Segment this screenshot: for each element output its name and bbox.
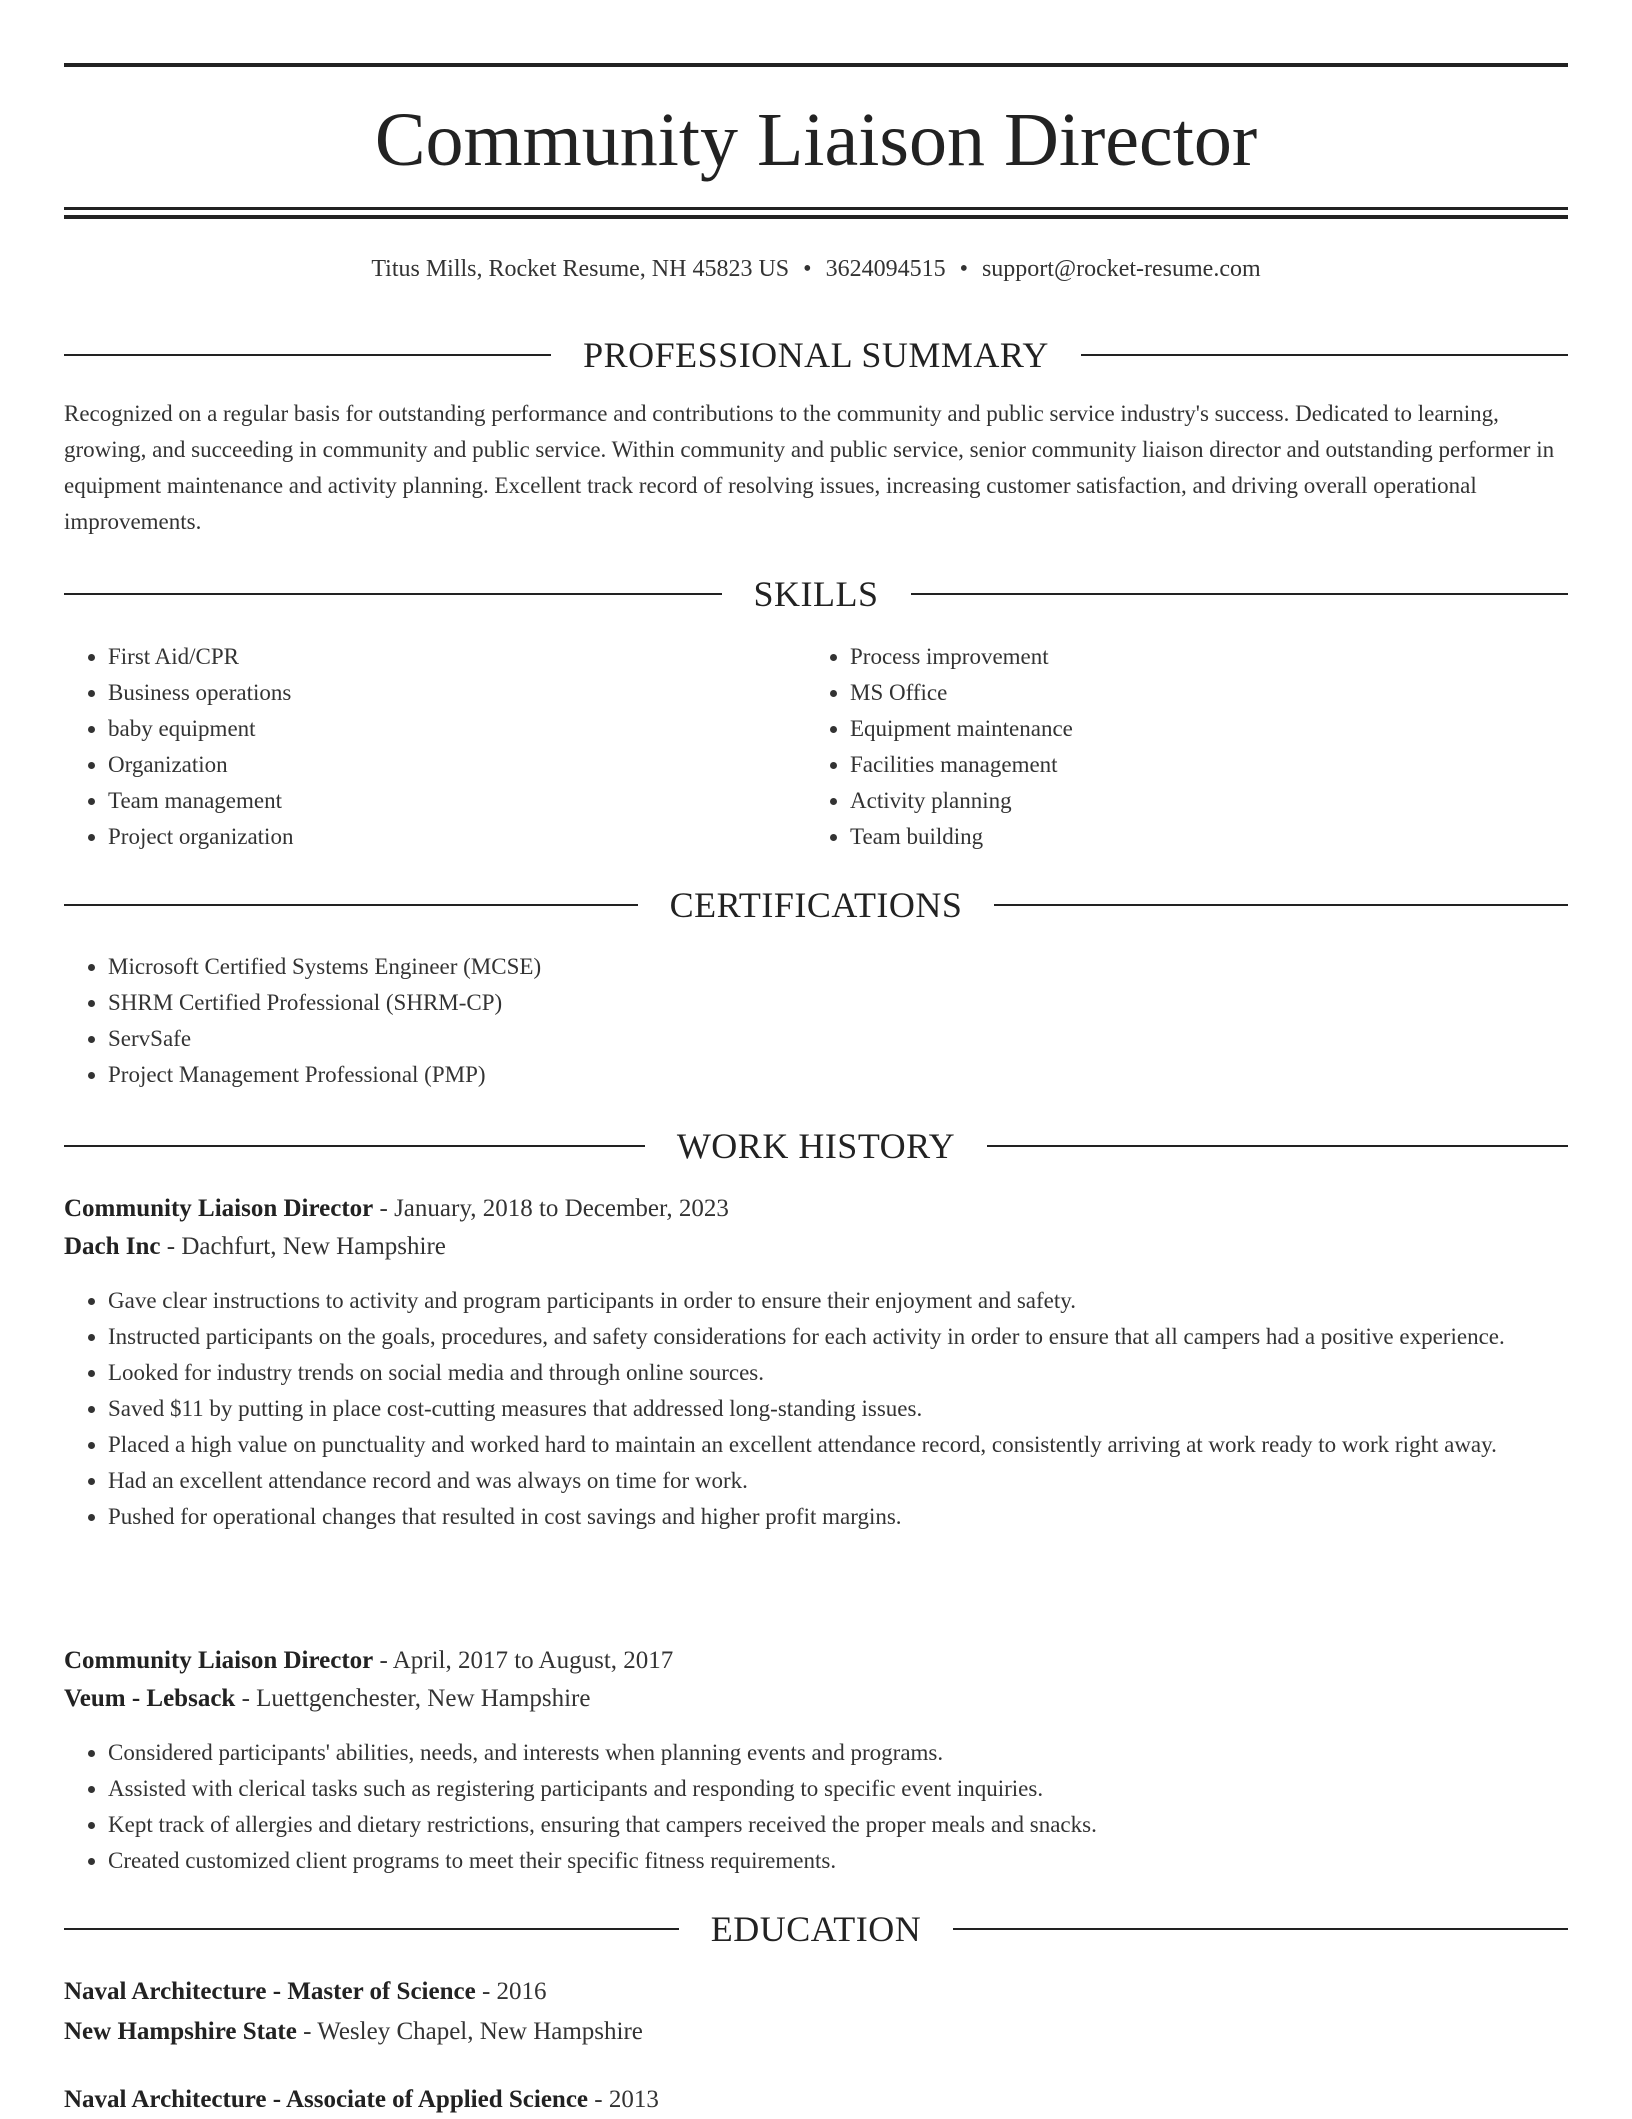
job-bullet: • Assisted with clerical tasks such as registering participants and responding to specific event inquiries. — [108, 1771, 1568, 1807]
skills-title: SKILLS — [753, 574, 879, 614]
job-bullet: • Kept track of allergies and dietary restrictions, ensuring that campers received the proper meals and snacks. — [108, 1807, 1568, 1843]
education-degree-line — [64, 2081, 1568, 2119]
work-history-heading — [64, 1124, 1568, 1168]
summary-heading — [64, 333, 1568, 377]
heading-rule — [911, 593, 1569, 595]
job-role: Community Liaison Director — [64, 1647, 374, 1674]
job-bullets — [64, 1283, 1568, 1535]
education-title: EDUCATION — [710, 1909, 922, 1949]
job-company-line — [64, 1680, 1568, 1718]
skill-item: • Process improvement — [850, 639, 1550, 675]
heading-rule — [1081, 354, 1568, 356]
education-school-line — [64, 2013, 1568, 2051]
contact-phone: 3624094515 — [825, 256, 946, 282]
contact-email: support@rocket-resume.com — [981, 256, 1261, 282]
job-bullet: • Created customized client programs to meet their specific fitness requirements. — [108, 1843, 1568, 1879]
heading-rule — [953, 1928, 1568, 1930]
job-bullet: • Gave clear instructions to activity and program participants in order to ensure their enjoyment and safety. — [108, 1283, 1568, 1319]
job-company-line — [64, 1228, 1568, 1266]
job-bullet: • Instructed participants on the goals, procedures, and safety considerations for each activity in order to ensure that all campers had a positive experience. — [108, 1319, 1568, 1355]
heading-rule — [994, 904, 1568, 906]
skill-item: • Equipment maintenance — [850, 711, 1550, 747]
job-bullets — [64, 1735, 1568, 1879]
job-role-line — [64, 1642, 1568, 1680]
job-bullet: • Placed a high value on punctuality and worked hard to maintain an excellent attendance record, consistently arriving at work ready to work right away. — [108, 1427, 1568, 1463]
heading-rule — [64, 1145, 645, 1147]
job-bullet: • Saved $11 by putting in place cost-cutting measures that addressed long-standing issues. — [108, 1391, 1568, 1427]
skill-item: • First Aid/CPR — [108, 639, 808, 675]
contact-address: Titus Mills, Rocket Resume, NH 45823 US — [371, 256, 790, 282]
job-company: Dach Inc — [64, 1233, 161, 1260]
contact-line — [64, 252, 1568, 286]
education-year: - 2013 — [588, 2086, 659, 2113]
skill-item: • Business operations — [108, 675, 808, 711]
contact-separator: • — [959, 256, 968, 282]
certifications-list — [64, 949, 1568, 1093]
skills-list-right — [806, 639, 1550, 855]
title-double-rule — [64, 207, 1568, 219]
education-location: - Wesley Chapel, New Hampshire — [296, 2018, 643, 2045]
skill-item: • Organization — [108, 747, 808, 783]
skill-item: • Activity planning — [850, 783, 1550, 819]
certification-item: • Microsoft Certified Systems Engineer (MCSE) — [108, 949, 1568, 985]
heading-rule — [64, 1928, 679, 1930]
certifications-title: CERTIFICATIONS — [669, 885, 963, 925]
skills-heading — [64, 572, 1568, 616]
summary-title: PROFESSIONAL SUMMARY — [583, 335, 1049, 375]
heading-rule — [64, 593, 722, 595]
skills-list-left — [64, 639, 808, 855]
heading-rule — [987, 1145, 1568, 1147]
skill-item: • MS Office — [850, 675, 1550, 711]
education-degree-line — [64, 1973, 1568, 2011]
heading-rule — [64, 354, 551, 356]
skill-item: • baby equipment — [108, 711, 808, 747]
job-bullet: • Considered participants' abilities, needs, and interests when planning events and programs. — [108, 1735, 1568, 1771]
education-degree: Naval Architecture - Master of Science — [64, 1978, 476, 2005]
certifications-heading — [64, 883, 1568, 927]
job-dates: - April, 2017 to August, 2017 — [373, 1647, 674, 1674]
job-company: Veum - Lebsack — [64, 1685, 236, 1712]
education-degree: Naval Architecture - Associate of Applied Science — [64, 2086, 589, 2113]
skill-item: • Facilities management — [850, 747, 1550, 783]
work-history-title: WORK HISTORY — [676, 1126, 956, 1166]
job-location: - Luettgenchester, New Hampshire — [235, 1685, 591, 1712]
skill-item: • Team management — [108, 783, 808, 819]
education-year: - 2016 — [475, 1978, 547, 2005]
resume-title: Community Liaison Director — [374, 98, 1258, 182]
education-school: New Hampshire State — [64, 2018, 297, 2045]
job-role-line — [64, 1190, 1568, 1228]
education-heading — [64, 1907, 1568, 1951]
job-dates: - January, 2018 to December, 2023 — [373, 1195, 729, 1222]
certification-item: • ServSafe — [108, 1021, 1568, 1057]
certification-item: • Project Management Professional (PMP) — [108, 1057, 1568, 1093]
heading-rule — [64, 904, 638, 906]
job-bullet: • Pushed for operational changes that resulted in cost savings and higher profit margins. — [108, 1499, 1568, 1535]
summary-text: Recognized on a regular basis for outstanding performance and contributions to the community and public service industry's success. Dedicated to learning, growing, and succeeding in community and public service. Within community and public service, senior community liaison director and outstanding performer in equipment maintenance and activity planning. Excellent track record of resolving issues, increasing customer satisfaction, and driving overall operational improvements. — [64, 401, 1555, 534]
job-role: Community Liaison Director — [64, 1195, 374, 1222]
job-bullet: • Looked for industry trends on social media and through online sources. — [108, 1355, 1568, 1391]
job-bullet: • Had an excellent attendance record and was always on time for work. — [108, 1463, 1568, 1499]
job-location: - Dachfurt, New Hampshire — [160, 1233, 446, 1260]
certification-item: • SHRM Certified Professional (SHRM-CP) — [108, 985, 1568, 1021]
top-rule — [64, 63, 1568, 67]
skill-item: • Team building — [850, 819, 1550, 855]
contact-separator: • — [803, 256, 812, 282]
skill-item: • Project organization — [108, 819, 808, 855]
